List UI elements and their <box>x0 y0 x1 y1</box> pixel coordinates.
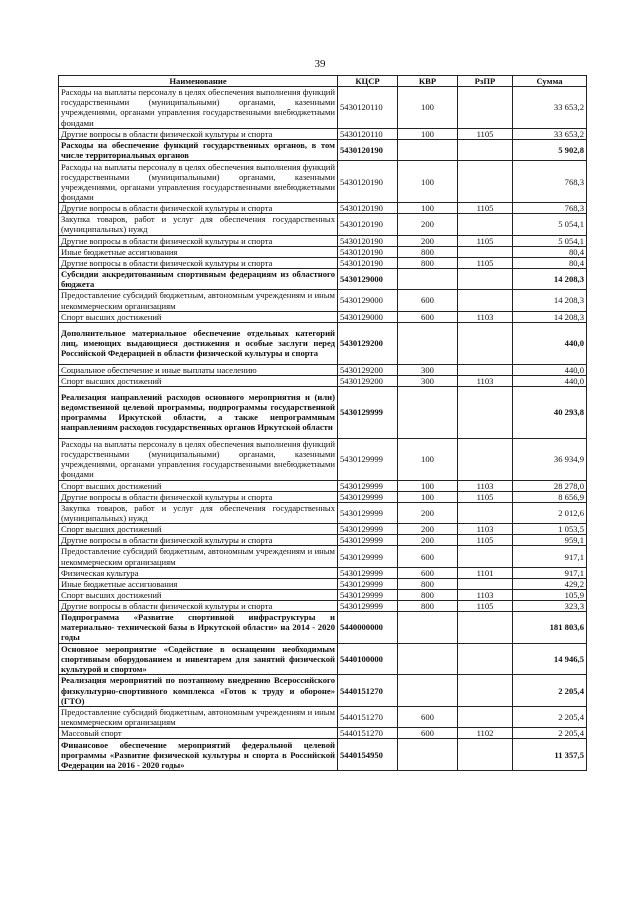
table-row <box>59 728 587 739</box>
cell-rzpr: 1105 <box>458 203 513 214</box>
table-row <box>59 535 587 546</box>
cell-kcsr: 5430129999 <box>338 386 398 438</box>
cell-rzpr <box>458 546 513 567</box>
cell-kcsr: 5430129999 <box>338 502 398 523</box>
cell-kcsr: 5430120190 <box>338 214 398 235</box>
cell-name: Иные бюджетные ассигнования <box>59 246 338 257</box>
cell-sum: 1 053,5 <box>513 524 587 535</box>
cell-kcsr: 5440151270 <box>338 728 398 739</box>
cell-kvr: 300 <box>398 375 458 386</box>
table-row <box>59 675 587 707</box>
table-row <box>59 643 587 675</box>
cell-kvr: 100 <box>398 87 458 129</box>
cell-rzpr <box>458 214 513 235</box>
cell-kcsr: 5430129999 <box>338 438 398 480</box>
cell-name: Реализация мероприятий по поэтапному внедрению Всероссийского физкультурно-спортивного комплекса «Готов к труду и обороне» (ГТО) <box>59 675 338 707</box>
cell-rzpr: 1101 <box>458 567 513 578</box>
table-row <box>59 322 587 364</box>
cell-rzpr <box>458 386 513 438</box>
cell-kcsr: 5430129999 <box>338 567 398 578</box>
cell-name: Предоставление субсидий бюджетным, автономным учреждениям и иным некоммерческим организациям <box>59 290 338 311</box>
cell-sum: 40 293,8 <box>513 386 587 438</box>
cell-sum: 917,1 <box>513 567 587 578</box>
table-row <box>59 311 587 322</box>
cell-kvr: 100 <box>398 128 458 139</box>
cell-name: Социальное обеспечение и иные выплаты населению <box>59 364 338 375</box>
table-row <box>59 480 587 491</box>
cell-kcsr: 5430129999 <box>338 578 398 589</box>
cell-name: Закупка товаров, работ и услуг для обеспечения государственных (муниципальных) нужд <box>59 502 338 523</box>
cell-kvr: 600 <box>398 728 458 739</box>
cell-kvr: 100 <box>398 438 458 480</box>
table-row <box>59 589 587 600</box>
cell-rzpr <box>458 268 513 289</box>
table-row <box>59 502 587 523</box>
cell-kvr: 200 <box>398 524 458 535</box>
cell-name: Другие вопросы в области физической культуры и спорта <box>59 535 338 546</box>
cell-rzpr <box>458 706 513 727</box>
table-row <box>59 268 587 289</box>
cell-kcsr: 5430129999 <box>338 524 398 535</box>
table-row <box>59 161 587 203</box>
cell-rzpr <box>458 612 513 644</box>
table-row <box>59 524 587 535</box>
cell-name: Другие вопросы в области физической культуры и спорта <box>59 601 338 612</box>
cell-sum: 429,2 <box>513 578 587 589</box>
cell-rzpr: 1103 <box>458 589 513 600</box>
cell-name: Спорт высших достижений <box>59 480 338 491</box>
table-row <box>59 578 587 589</box>
cell-kvr: 800 <box>398 578 458 589</box>
cell-kcsr: 5430120190 <box>338 235 398 246</box>
cell-rzpr <box>458 139 513 160</box>
table-row <box>59 139 587 160</box>
cell-rzpr <box>458 578 513 589</box>
cell-kcsr: 5430129999 <box>338 535 398 546</box>
cell-kcsr: 5430120190 <box>338 257 398 268</box>
cell-kvr: 200 <box>398 214 458 235</box>
cell-rzpr: 1105 <box>458 601 513 612</box>
cell-name: Массовый спорт <box>59 728 338 739</box>
cell-rzpr <box>458 675 513 707</box>
table-row <box>59 706 587 727</box>
cell-kvr <box>398 386 458 438</box>
cell-sum: 14 208,3 <box>513 268 587 289</box>
cell-kvr <box>398 675 458 707</box>
cell-rzpr: 1105 <box>458 235 513 246</box>
cell-rzpr <box>458 643 513 675</box>
cell-kvr <box>398 139 458 160</box>
cell-name: Другие вопросы в области физической культуры и спорта <box>59 128 338 139</box>
column-header-kcsr: КЦСР <box>338 76 398 87</box>
cell-sum: 28 278,0 <box>513 480 587 491</box>
cell-kvr: 600 <box>398 567 458 578</box>
cell-sum: 33 653,2 <box>513 128 587 139</box>
cell-kcsr: 5440154950 <box>338 739 398 771</box>
cell-rzpr: 1103 <box>458 524 513 535</box>
cell-kvr: 300 <box>398 364 458 375</box>
table-row <box>59 257 587 268</box>
cell-name: Физическая культура <box>59 567 338 578</box>
table-row <box>59 386 587 438</box>
table-row <box>59 567 587 578</box>
cell-kcsr: 5440151270 <box>338 675 398 707</box>
cell-name: Расходы на выплаты персоналу в целях обеспечения выполнения функций государственными (муниципальными) органами, казенными учреждениями, органами управления государственными внебюджетными фондами <box>59 161 338 203</box>
cell-name: Спорт высших достижений <box>59 311 338 322</box>
table-body <box>59 87 587 771</box>
cell-kvr: 100 <box>398 491 458 502</box>
cell-name: Предоставление субсидий бюджетным, автономным учреждениям и иным некоммерческим организациям <box>59 706 338 727</box>
cell-sum: 80,4 <box>513 257 587 268</box>
cell-name: Подпрограмма «Развитие спортивной инфраструктуры и материально- технической базы в Иркутской области» на 2014 - 2020 годы <box>59 612 338 644</box>
cell-kcsr: 5440100000 <box>338 643 398 675</box>
table-row <box>59 235 587 246</box>
cell-sum: 14 208,3 <box>513 290 587 311</box>
cell-kvr: 200 <box>398 235 458 246</box>
cell-name: Другие вопросы в области физической культуры и спорта <box>59 257 338 268</box>
cell-kvr <box>398 643 458 675</box>
cell-rzpr: 1103 <box>458 375 513 386</box>
cell-sum: 2 205,4 <box>513 675 587 707</box>
cell-sum: 5 902,8 <box>513 139 587 160</box>
cell-kcsr: 5430120190 <box>338 139 398 160</box>
cell-sum: 440,0 <box>513 322 587 364</box>
cell-kvr <box>398 739 458 771</box>
cell-kcsr: 5430120190 <box>338 161 398 203</box>
table-row <box>59 203 587 214</box>
cell-rzpr <box>458 364 513 375</box>
cell-kvr <box>398 322 458 364</box>
cell-sum: 2 205,4 <box>513 728 587 739</box>
cell-name: Расходы на выплаты персоналу в целях обеспечения выполнения функций государственными (муниципальными) органами, казенными учреждениями, органами управления государственными внебюджетными фондами <box>59 87 338 129</box>
cell-sum: 5 054,1 <box>513 235 587 246</box>
table-row <box>59 438 587 480</box>
cell-kvr: 100 <box>398 161 458 203</box>
cell-sum: 959,1 <box>513 535 587 546</box>
cell-sum: 181 803,6 <box>513 612 587 644</box>
cell-sum: 14 946,5 <box>513 643 587 675</box>
cell-kcsr: 5430129200 <box>338 375 398 386</box>
cell-sum: 768,3 <box>513 203 587 214</box>
column-header-name: Наименование <box>59 76 338 87</box>
cell-kcsr: 5430120110 <box>338 87 398 129</box>
cell-name: Другие вопросы в области физической культуры и спорта <box>59 491 338 502</box>
cell-rzpr <box>458 246 513 257</box>
cell-sum: 440,0 <box>513 364 587 375</box>
cell-kcsr: 5430129999 <box>338 480 398 491</box>
cell-kcsr: 5430129999 <box>338 589 398 600</box>
cell-rzpr <box>458 438 513 480</box>
cell-rzpr <box>458 87 513 129</box>
cell-kvr <box>398 612 458 644</box>
cell-rzpr <box>458 322 513 364</box>
cell-rzpr: 1103 <box>458 311 513 322</box>
cell-name: Расходы на выплаты персоналу в целях обеспечения выполнения функций государственными (муниципальными) органами, казенными учреждениями, органами управления государственными внебюджетными фондами <box>59 438 338 480</box>
cell-name: Реализация направлений расходов основного мероприятия и (или) ведомственной целевой программы, подпрограммы государственной программы Иркутской области, а также непрограммным направлениям расходов государственных органов Иркутской области <box>59 386 338 438</box>
cell-kvr: 600 <box>398 290 458 311</box>
cell-kvr: 200 <box>398 502 458 523</box>
cell-kcsr: 5430129999 <box>338 491 398 502</box>
table-row <box>59 87 587 129</box>
cell-sum: 14 208,3 <box>513 311 587 322</box>
cell-name: Спорт высших достижений <box>59 589 338 600</box>
cell-rzpr: 1105 <box>458 128 513 139</box>
cell-kcsr: 5430129999 <box>338 546 398 567</box>
cell-name: Дополнительное материальное обеспечение отдельных категорий лиц, имеющих выдающиеся достижения и особые заслуги перед Российской Федерацией в области физической культуры и спорта <box>59 322 338 364</box>
table-row <box>59 491 587 502</box>
cell-kvr: 800 <box>398 257 458 268</box>
cell-name: Спорт высших достижений <box>59 375 338 386</box>
cell-kcsr: 5430120190 <box>338 246 398 257</box>
cell-kcsr: 5430129999 <box>338 601 398 612</box>
cell-rzpr <box>458 502 513 523</box>
cell-rzpr: 1102 <box>458 728 513 739</box>
budget-table <box>58 75 587 771</box>
page-number: 39 <box>314 58 326 70</box>
cell-kvr: 600 <box>398 546 458 567</box>
cell-name: Предоставление субсидий бюджетным, автономным учреждениям и иным некоммерческим организациям <box>59 546 338 567</box>
cell-rzpr: 1105 <box>458 491 513 502</box>
cell-kcsr: 5440000000 <box>338 612 398 644</box>
cell-kvr: 800 <box>398 601 458 612</box>
cell-sum: 323,3 <box>513 601 587 612</box>
cell-sum: 8 656,9 <box>513 491 587 502</box>
cell-kvr <box>398 268 458 289</box>
table-row <box>59 214 587 235</box>
table-row <box>59 601 587 612</box>
cell-name: Спорт высших достижений <box>59 524 338 535</box>
column-header-rzpr: РзПР <box>458 76 513 87</box>
cell-sum: 105,9 <box>513 589 587 600</box>
cell-kvr: 200 <box>398 535 458 546</box>
cell-name: Другие вопросы в области физической культуры и спорта <box>59 235 338 246</box>
cell-name: Иные бюджетные ассигнования <box>59 578 338 589</box>
table-row <box>59 128 587 139</box>
cell-name: Закупка товаров, работ и услуг для обеспечения государственных (муниципальных) нужд <box>59 214 338 235</box>
table-row <box>59 246 587 257</box>
cell-kcsr: 5430120110 <box>338 128 398 139</box>
cell-sum: 33 653,2 <box>513 87 587 129</box>
cell-name: Другие вопросы в области физической культуры и спорта <box>59 203 338 214</box>
cell-sum: 36 934,9 <box>513 438 587 480</box>
cell-name: Основное мероприятие «Содействие в оснащении необходимым спортивным оборудованием и инвентарем для занятий физической культурой и спортом» <box>59 643 338 675</box>
cell-kcsr: 5430129200 <box>338 322 398 364</box>
cell-rzpr <box>458 290 513 311</box>
cell-name: Расходы на обеспечение функций государственных органов, в том числе территориальных органов <box>59 139 338 160</box>
cell-rzpr <box>458 739 513 771</box>
cell-sum: 80,4 <box>513 246 587 257</box>
cell-kvr: 800 <box>398 589 458 600</box>
table-header-row <box>59 76 587 87</box>
cell-sum: 2 012,6 <box>513 502 587 523</box>
cell-kcsr: 5430129000 <box>338 311 398 322</box>
cell-name: Субсидии аккредитованным спортивным федерациям из областного бюджета <box>59 268 338 289</box>
cell-kvr: 100 <box>398 203 458 214</box>
cell-sum: 440,0 <box>513 375 587 386</box>
cell-sum: 5 054,1 <box>513 214 587 235</box>
cell-rzpr: 1105 <box>458 257 513 268</box>
table-row <box>59 739 587 771</box>
cell-kcsr: 5430120190 <box>338 203 398 214</box>
cell-sum: 2 205,4 <box>513 706 587 727</box>
cell-name: Финансовое обеспечение мероприятий федеральной целевой программы «Развитие физической культуры и спорта в Российской Федерации на 2016 - 2020 годы» <box>59 739 338 771</box>
cell-kvr: 600 <box>398 311 458 322</box>
table-row <box>59 546 587 567</box>
cell-sum: 11 357,5 <box>513 739 587 771</box>
cell-kcsr: 5430129200 <box>338 364 398 375</box>
cell-sum: 917,1 <box>513 546 587 567</box>
cell-kvr: 600 <box>398 706 458 727</box>
cell-kvr: 800 <box>398 246 458 257</box>
table-row <box>59 612 587 644</box>
cell-rzpr <box>458 161 513 203</box>
cell-rzpr: 1105 <box>458 535 513 546</box>
cell-kvr: 100 <box>398 480 458 491</box>
table-row <box>59 364 587 375</box>
column-header-sum: Сумма <box>513 76 587 87</box>
cell-kcsr: 5430129000 <box>338 268 398 289</box>
cell-sum: 768,3 <box>513 161 587 203</box>
cell-rzpr: 1103 <box>458 480 513 491</box>
cell-kcsr: 5440151270 <box>338 706 398 727</box>
table-row <box>59 290 587 311</box>
table-row <box>59 375 587 386</box>
column-header-kvr: КВР <box>398 76 458 87</box>
cell-kcsr: 5430129000 <box>338 290 398 311</box>
